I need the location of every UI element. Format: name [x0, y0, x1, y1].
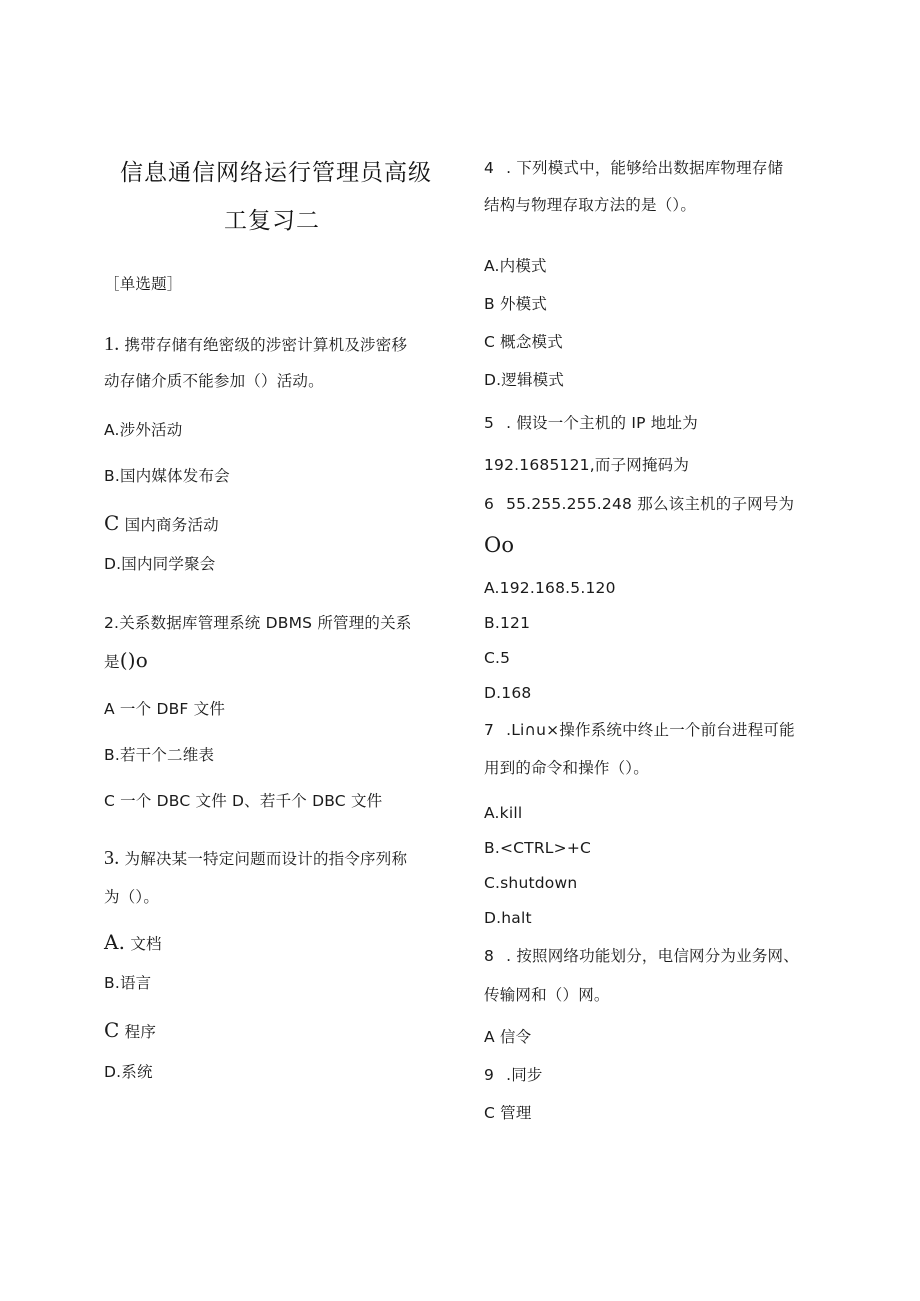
question-8-stem: . 按照网络功能划分，电信网分为业务网、 [506, 947, 799, 965]
question-5-option-c: C.5 [484, 649, 511, 667]
question-5-line-1 [484, 413, 698, 433]
question-8-line-1 [484, 946, 799, 966]
question-8-number: 8 [484, 947, 495, 965]
question-5-line-4: Oo [484, 533, 515, 557]
document-title-line-2: 工复习二 [224, 208, 320, 234]
question-8-option-a: A 信令 [484, 1028, 532, 1046]
question-2-stem-a: 是 [104, 653, 120, 671]
option-letter: C [104, 511, 120, 535]
question-4-number: 4 [484, 159, 495, 177]
question-7-option-b: B.<CTRL>+C [484, 839, 592, 857]
question-1-stem: 携带存储有绝密级的涉密计算机及涉密移 [124, 336, 408, 354]
question-5-line-3 [484, 494, 794, 514]
question-5-option-a: A.192.168.5.120 [484, 579, 616, 597]
question-3-line-2: 为（）。 [104, 888, 160, 906]
question-1-option-b: B.国内媒体发布会 [104, 467, 230, 485]
question-7-number: 7 [484, 721, 495, 739]
question-3-option-c [104, 1020, 156, 1042]
question-4-line-1 [484, 158, 783, 178]
question-1-line-1 [104, 334, 407, 355]
question-7-line-1 [484, 720, 795, 740]
question-2-line-1: 2.关系数据库管理系统 DBMS 所管理的关系 [104, 614, 412, 632]
question-3-number: 3. [104, 847, 120, 869]
question-9-stem: .同步 [506, 1066, 543, 1084]
question-1-option-c [104, 513, 219, 535]
question-4-option-c: C 概念模式 [484, 333, 563, 351]
question-7-stem: .Li∩u×操作系统中终止一个前台进程可能 [506, 721, 795, 739]
question-2-option-c-d: C 一个 DBC 文件 D、若千个 DBC 文件 [104, 792, 383, 810]
section-heading: ［单选题］ [104, 275, 183, 293]
question-1-line-2: 动存储介质不能参加（）活动。 [104, 372, 324, 390]
question-4-option-b: B 外模式 [484, 295, 548, 313]
option-letter: C [104, 1018, 120, 1042]
question-5-stem: . 假设一个主机的 IP 地址为 [506, 414, 698, 432]
question-3-option-a [104, 932, 162, 954]
question-2-option-a: A 一个 DBF 文件 [104, 700, 226, 718]
question-1-option-d: D.国内同学聚会 [104, 555, 216, 573]
question-3-option-d: D.系统 [104, 1063, 153, 1081]
question-5-stem-3: 55.255.255.248 那么该主机的子网号为 [506, 495, 795, 513]
option-text: 国内商务活动 [124, 516, 219, 534]
question-5-line-2: 192.1685121,而子网掩码为 [484, 456, 690, 474]
question-5-option-b: B.121 [484, 614, 531, 632]
option-text: 文档 [130, 935, 162, 953]
question-2-option-b: B.若干个二维表 [104, 746, 215, 764]
question-4-option-d: D.逻辑模式 [484, 371, 565, 389]
question-4-line-2: 结构与物理存取方法的是（）。 [484, 196, 697, 214]
question-7-option-c: C.shutdown [484, 874, 578, 892]
question-9-number: 9 [484, 1066, 495, 1084]
question-7-option-d: D.halt [484, 909, 532, 927]
question-9-option-c: C 管理 [484, 1104, 532, 1122]
option-text: 程序 [124, 1023, 157, 1041]
question-4-option-a: A.内模式 [484, 257, 547, 275]
question-2-line-2 [104, 650, 148, 672]
question-1-number: 1. [104, 333, 120, 355]
question-6-number: 6 [484, 495, 495, 513]
option-letter: A. [104, 930, 126, 954]
question-7-line-2: 用到的命令和操作（）。 [484, 759, 649, 777]
question-1-option-a: A.涉外活动 [104, 421, 183, 439]
document-title-line-1: 信息通信网络运行管理员高级 [120, 160, 432, 186]
question-5-option-d: D.168 [484, 684, 532, 702]
question-5-number: 5 [484, 414, 495, 432]
question-7-option-a: A.kill [484, 804, 523, 822]
question-9-line-1 [484, 1065, 543, 1085]
question-4-stem: . 下列模式中，能够给出数据库物理存储 [506, 159, 784, 177]
question-8-line-2: 传输网和（）网。 [484, 986, 610, 1004]
question-2-stem-b: ()o [119, 648, 148, 672]
question-3-option-b: B.语言 [104, 974, 152, 992]
question-3-line-1 [104, 848, 407, 869]
question-3-stem: 为解决某一特定问题而设计的指令序列称 [124, 850, 408, 868]
